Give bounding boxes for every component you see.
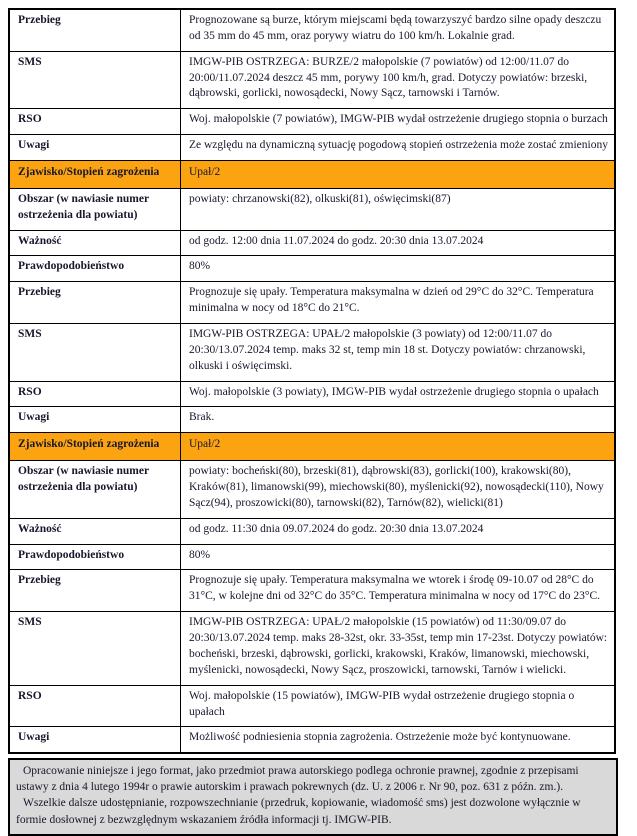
row-value: Prognozowane są burze, którym miejscami będą towarzyszyć bardzo silne opady deszczu od 35 mm do 45 mm, oraz porywy wiatru do 100 km/h. Lokalnie grad. xyxy=(181,9,616,51)
row-value: Woj. małopolskie (3 powiaty), IMGW-PIB wydał ostrzeżenie drugiego stopnia o upałach xyxy=(181,381,616,407)
row-label: Ważność xyxy=(9,518,181,544)
row-value: Brak. xyxy=(181,407,616,433)
distribution-paragraph: Wszelkie dalsze udostępnianie, rozpowszechnianie (przedruk, kopiowanie, wiadomość sms) jest dozwolone wyłącznie w formie dosłownej z bezwzględnym wskazaniem źródła informacji tj. IMGW-PIB. xyxy=(16,797,581,826)
copyright-notice xyxy=(8,758,618,835)
row-label: RSO xyxy=(9,109,181,135)
row-label: Uwagi xyxy=(9,407,181,433)
table-row xyxy=(9,407,615,433)
row-value: Upał/2 xyxy=(181,161,616,189)
row-label: Przebieg xyxy=(9,570,181,612)
table-row xyxy=(9,612,615,685)
table-row xyxy=(9,161,615,189)
row-label: Uwagi xyxy=(9,135,181,161)
table-row xyxy=(9,135,615,161)
row-value: Prognozuje się upały. Temperatura maksymalna we wtorek i środę 09-10.07 od 28°C do 31°C, w kolejne dni od 32°C do 35°C. Temperatura minimalna w nocy od 17°C do 23°C. xyxy=(181,570,616,612)
table-row xyxy=(9,544,615,570)
table-row xyxy=(9,570,615,612)
row-value: Ze względu na dynamiczną sytuację pogodową stopień ostrzeżenia może zostać zmieniony xyxy=(181,135,616,161)
table-row xyxy=(9,685,615,727)
row-label: SMS xyxy=(9,51,181,109)
row-label: Ważność xyxy=(9,230,181,256)
row-value: IMGW-PIB OSTRZEGA: UPAŁ/2 małopolskie (15 powiatów) od 11:30/09.07 do 20:30/13.07.2024 temp. maks 28-32st, okr. 33-35st, temp min 17-23st. Dotyczy powiatów: bocheński, brzeski, dąbrowski, gorlicki, krakowski, Kraków, limanowski, miechowski, myślenicki, nowosądecki, Nowy Sącz, proszowicki, tarnowski, Tarnów i wielicki. xyxy=(181,612,616,685)
table-row xyxy=(9,381,615,407)
row-label: Uwagi xyxy=(9,727,181,753)
row-label: Prawdopodobieństwo xyxy=(9,544,181,570)
row-label: Prawdopodobieństwo xyxy=(9,256,181,282)
row-value: od godz. 12:00 dnia 11.07.2024 do godz. 20:30 dnia 13.07.2024 xyxy=(181,230,616,256)
row-value: Możliwość podniesienia stopnia zagrożenia. Ostrzeżenie może być kontynuowane. xyxy=(181,727,616,753)
row-label: Zjawisko/Stopień zagrożenia xyxy=(9,161,181,189)
row-value: od godz. 11:30 dnia 09.07.2024 do godz. 20:30 dnia 13.07.2024 xyxy=(181,518,616,544)
row-value: Woj. małopolskie (15 powiatów), IMGW-PIB wydał ostrzeżenie drugiego stopnia o upałach xyxy=(181,685,616,727)
copyright-paragraph: Opracowanie niniejsze i jego format, jako przedmiot prawa autorskiego podlega ochronie prawnej, zgodnie z przepisami ustawy z dnia 4 lutego 1994r o prawie autorskim i prawach pokrewnych (dz. U. z 2006 r. Nr 90, poz. 631 z późn. zm.). xyxy=(16,765,579,794)
row-value: powiaty: chrzanowski(82), olkuski(81), oświęcimski(87) xyxy=(181,188,616,230)
table-row xyxy=(9,727,615,753)
table-row xyxy=(9,9,615,51)
table-row xyxy=(9,230,615,256)
row-value: powiaty: bocheński(80), brzeski(81), dąbrowski(83), gorlicki(100), krakowski(80), Kraków(81), limanowski(99), miechowski(80), myślenicki(92), nowosądecki(110), Nowy Sącz(94), proszowicki(80), tarnowski(82), Tarnów(82), wielicki(81) xyxy=(181,461,616,519)
row-label: RSO xyxy=(9,685,181,727)
row-label: SMS xyxy=(9,612,181,685)
row-label: Zjawisko/Stopień zagrożenia xyxy=(9,433,181,461)
table-row xyxy=(9,109,615,135)
row-value: IMGW-PIB OSTRZEGA: UPAŁ/2 małopolskie (3 powiaty) od 12:00/11.07 do 20:30/13.07.2024 temp. maks 32 st, temp min 18 st. Dotyczy powiatów: chrzanowski, olkuski i oświęcimski. xyxy=(181,324,616,382)
row-label: Przebieg xyxy=(9,9,181,51)
row-value: Woj. małopolskie (7 powiatów), IMGW-PIB wydał ostrzeżenie drugiego stopnia o burzach xyxy=(181,109,616,135)
row-label: SMS xyxy=(9,324,181,382)
row-label: RSO xyxy=(9,381,181,407)
warnings-table-body xyxy=(9,9,615,753)
warnings-table xyxy=(8,8,616,754)
table-row xyxy=(9,256,615,282)
table-row xyxy=(9,518,615,544)
table-row xyxy=(9,461,615,519)
row-label: Obszar (w nawiasie numer ostrzeżenia dla powiatu) xyxy=(9,188,181,230)
row-value: 80% xyxy=(181,256,616,282)
row-value: Upał/2 xyxy=(181,433,616,461)
row-label: Przebieg xyxy=(9,282,181,324)
table-row xyxy=(9,188,615,230)
row-value: IMGW-PIB OSTRZEGA: BURZE/2 małopolskie (7 powiatów) od 12:00/11.07 do 20:00/11.07.2024 deszcz 45 mm, porywy 100 km/h, grad. Dotyczy powiatów: brzeski, dąbrowski, gorlicki, nowosądecki, Nowy Sącz, tarnowski i Tarnów. xyxy=(181,51,616,109)
row-label: Obszar (w nawiasie numer ostrzeżenia dla powiatu) xyxy=(9,461,181,519)
table-row xyxy=(9,324,615,382)
table-row xyxy=(9,51,615,109)
table-row xyxy=(9,433,615,461)
table-row xyxy=(9,282,615,324)
row-value: 80% xyxy=(181,544,616,570)
row-value: Prognozuje się upały. Temperatura maksymalna w dzień od 29°C do 32°C. Temperatura minimalna w nocy od 18°C do 21°C. xyxy=(181,282,616,324)
